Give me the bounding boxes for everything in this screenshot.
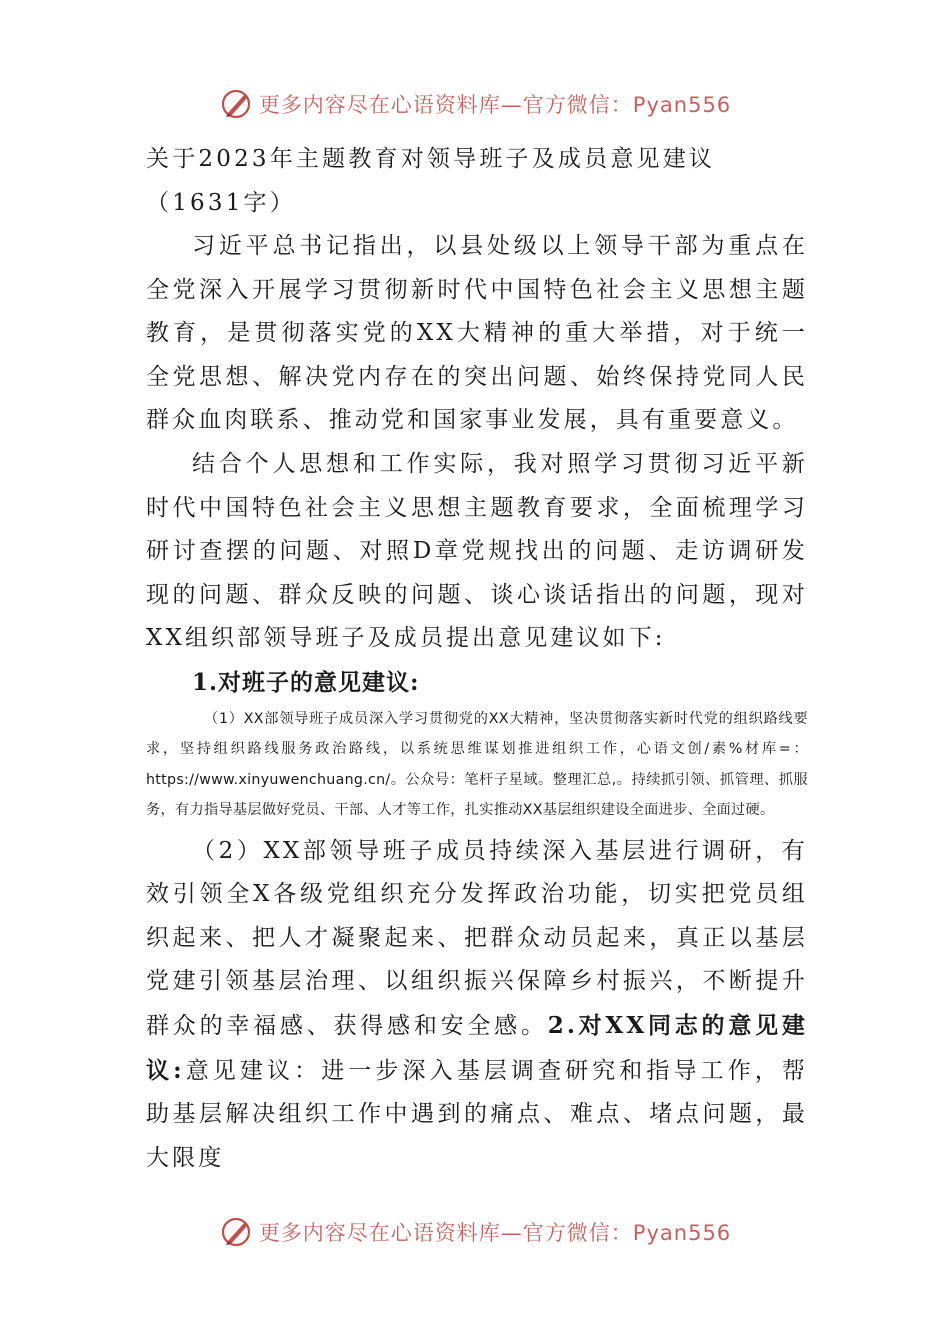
watermark-footer [0, 1212, 950, 1252]
watermark-text: 更多内容尽在心语资料库—官方微信：Pyan556 [258, 1221, 732, 1245]
item-2-text: （2）XX部领导班子成员持续深入基层进行调研，有效引领全X各级党组织充分发挥政治功能，切实把党员组织起来、把人才凝聚起来、把群众动员起来，真正以基层党建引领基层治理、以组织振兴保障乡村振兴，不断提升群众的幸福感、获得感和安全感。 [146, 837, 808, 1039]
pen-logo-icon [219, 1214, 255, 1250]
item-2-paragraph [146, 830, 808, 1181]
item-1-paragraph: （1）XX部领导班子成员深入学习贯彻党的XX大精神，坚决贯彻落实新时代党的组织路线要求，坚持组织路线服务政治路线，以系统思维谋划推进组织工作，心语文创/素%材库=：https://www.xinyuwenchuang.cn/。公众号：笔杆子星域。整理汇总,。持续抓引领、抓管理、抓服务，有力指导基层做好党员、干部、人才等工作，扎实推动XX基层组织建设全面进步、全面过硬。 [146, 710, 808, 819]
section-heading-team: 1.对班子的意见建议: [192, 668, 420, 696]
paragraph-intro: 习近平总书记指出，以县处级以上领导干部为重点在全党深入开展学习贯彻新时代中国特色社会主义思想主题教育，是贯彻落实党的XX大精神的重大举措，对于统一全党思想、解决党内存在的突出问题、始终保持党同人民群众血肉联系、推动党和国家事业发展，具有重要意义。 [146, 233, 808, 434]
pen-logo-icon [219, 86, 255, 122]
item-2-tail: 意见建议：进一步深入基层调查研究和指导工作，帮助基层解决组织工作中遇到的痛点、难点、堵点问题，最大限度 [146, 1057, 808, 1171]
paragraph-context: 结合个人思想和工作实际，我对照学习贯彻习近平新时代中国特色社会主义思想主题教育要求，全面梳理学习研讨查摆的问题、对照D章党规找出的问题、走访调研发现的问题、群众反映的问题、谈心谈话指出的问题，现对XX组织部领导班子及成员提出意见建议如下: [146, 450, 808, 652]
document-title: 关于2023年主题教育对领导班子及成员意见建议（1631字） [146, 146, 716, 216]
document-body [146, 137, 808, 1180]
section-heading-member: 2.对XX同志的意见建议: [146, 1011, 808, 1084]
watermark-text: 更多内容尽在心语资料库—官方微信：Pyan556 [258, 93, 732, 117]
watermark-header [0, 84, 950, 124]
